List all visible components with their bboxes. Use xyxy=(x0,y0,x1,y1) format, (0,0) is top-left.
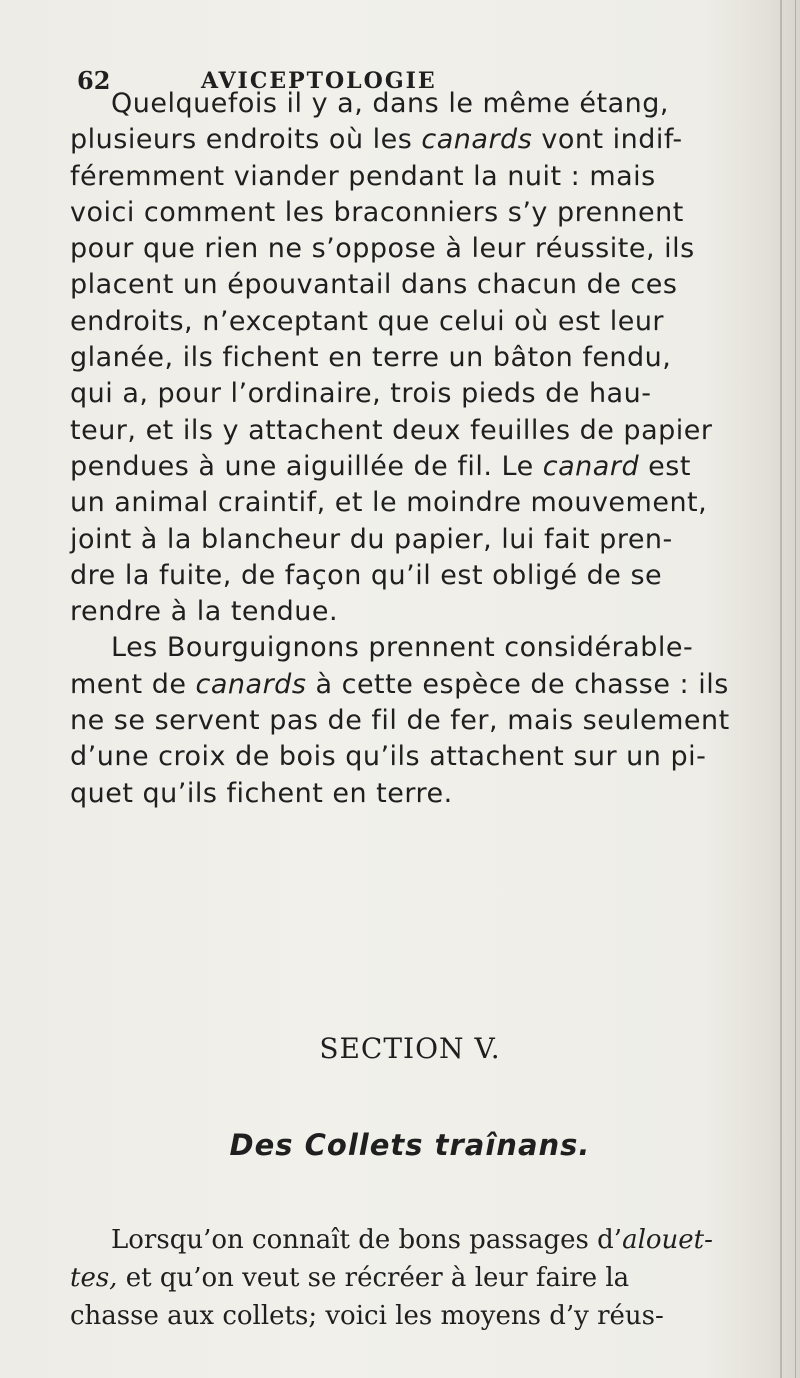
text-line: Les Bourguignons prennent considérable- xyxy=(111,632,694,664)
text-line: Quelquefois il y a, dans le même étang, xyxy=(111,88,669,119)
section-title: SECTION V. xyxy=(319,1032,501,1065)
page-number: 62 xyxy=(77,66,111,95)
text-line: un animal craintif, et le moindre mouvement, xyxy=(70,487,708,519)
text-line: féremment viander pendant la nuit : mais xyxy=(70,160,656,192)
running-head: AVICEPTOLOGIE xyxy=(201,68,437,94)
text-line: ment de canards à cette espèce de chasse : ils xyxy=(70,668,729,700)
text-line: qui a, pour l’ordinaire, trois pieds de hau- xyxy=(70,378,652,410)
text-line: placent un épouvantail dans chacun de ces xyxy=(70,269,678,301)
text-line: d’une croix de bois qu’ils attachent sur un pi- xyxy=(70,741,707,773)
text-line: rendre à la tendue. xyxy=(70,596,339,628)
text-line: endroits, n’exceptant que celui où est leur xyxy=(70,305,665,337)
text-line: chasse aux collets; voici les moyens d’y réus- xyxy=(70,1301,664,1331)
page-edge-line-outer xyxy=(795,0,796,1378)
text-line: voici comment les braconniers s’y prennent xyxy=(70,196,684,228)
text-line: plusieurs endroits où les canards vont indif- xyxy=(70,124,683,156)
text-line: glanée, ils fichent en terre un bâton fendu, xyxy=(70,342,672,374)
page-edge-line xyxy=(780,0,782,1378)
text-line: pour que rien ne s’oppose à leur réussite, ils xyxy=(70,233,695,265)
text-line: quet qu’ils fichent en terre. xyxy=(70,777,453,809)
text-line: pendues à une aiguillée de fil. Le canard est xyxy=(70,450,691,482)
text-line: teur, et ils y attachent deux feuilles de papier xyxy=(70,414,713,446)
text-line: dre la fuite, de façon qu’il est obligé de se xyxy=(70,559,663,591)
text-line: ne se servent pas de fil de fer, mais seulement xyxy=(70,705,730,737)
text-line: tes, et qu’on veut se récréer à leur faire la xyxy=(70,1263,630,1293)
text-line: joint à la blancheur du papier, lui fait pren- xyxy=(70,523,673,555)
text-line: Lorsqu’on connaît de bons passages d’alouet- xyxy=(111,1225,713,1255)
body-text-upper xyxy=(70,86,750,812)
section-subtitle: Des Collets traînans. xyxy=(229,1128,591,1162)
body-text-lower xyxy=(70,1221,750,1335)
